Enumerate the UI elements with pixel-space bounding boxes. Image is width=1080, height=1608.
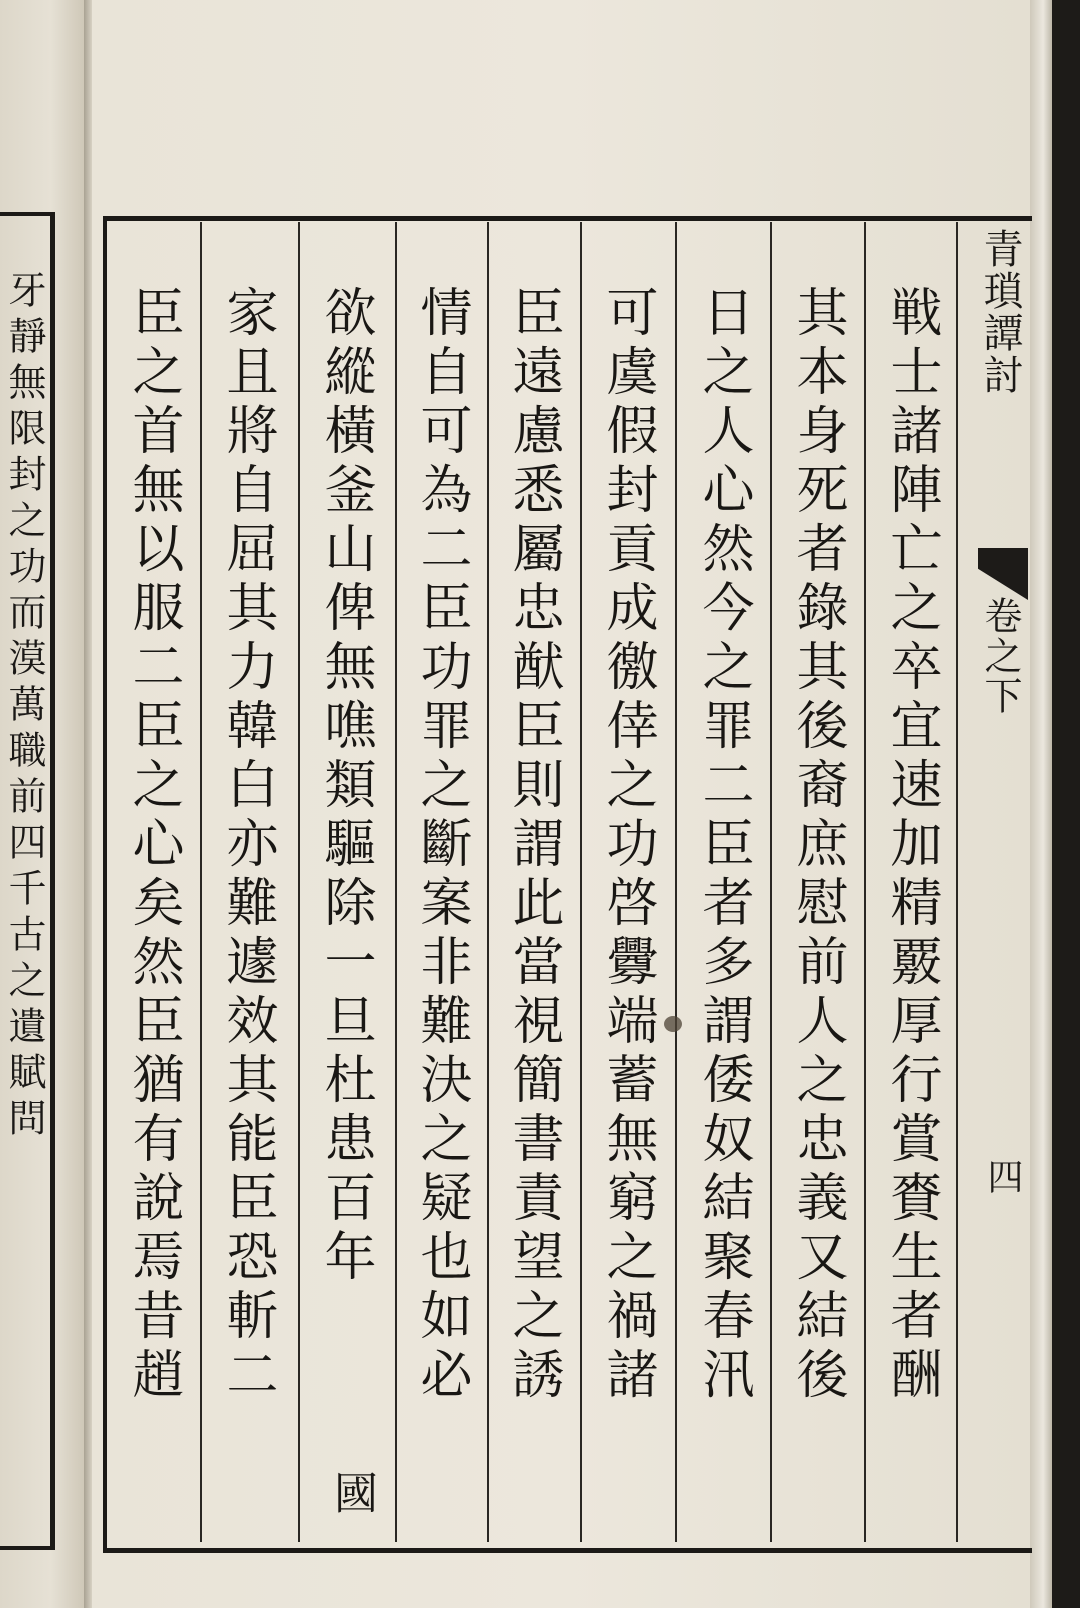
text-column-9: 臣之首無以服二臣之心矣然臣猶有說焉昔趙 — [123, 285, 183, 1406]
ink-stain — [664, 1016, 682, 1032]
banxin-page-number: 四 — [982, 1158, 1023, 1194]
column-rule — [298, 222, 300, 1542]
background-edge — [1052, 0, 1080, 1608]
banxin-volume: 卷之下 — [978, 596, 1022, 716]
banxin-title: 青瑣譚討 — [977, 228, 1023, 396]
column-rule — [770, 222, 772, 1542]
page-edge — [1030, 0, 1052, 1608]
text-column-5: 臣遠慮悉屬忠猷臣則謂此當視簡書責望之誘 — [503, 285, 563, 1406]
text-column-7-bottom: 國 — [326, 1470, 377, 1521]
column-rule — [395, 222, 397, 1542]
column-rule — [675, 222, 677, 1542]
text-column-1: 戦士諸陣亡之卒宜速加精覈厚行賞賚生者酬 — [881, 285, 941, 1406]
text-column-3: 日之人心然今之罪二臣者多謂倭奴結聚春汛 — [693, 285, 753, 1406]
book-gutter — [84, 0, 92, 1608]
text-column-7: 欲縱橫釜山俾無噍類驅除一旦杜患百年 — [315, 285, 375, 1288]
text-column-8: 家且將自屈其力韓白亦難遽效其能臣恐斬二 — [217, 285, 277, 1406]
text-column-4: 可虞假封貢成徼倖之功啓釁端蓄無窮之禍諸 — [597, 285, 657, 1406]
text-column-6: 情自可為二臣功罪之斷案非難決之疑也如必 — [411, 285, 471, 1406]
column-rule — [580, 222, 582, 1542]
column-rule — [864, 222, 866, 1542]
column-rule — [487, 222, 489, 1542]
column-rule — [200, 222, 202, 1542]
text-column-2: 其本身死者錄其後裔庶慰前人之忠義又結後 — [787, 285, 847, 1406]
column-rule — [956, 222, 958, 1542]
left-page-text-fragment: 牙靜無限封之功而漠萬職前四千古之遺賦問 — [2, 270, 46, 1144]
